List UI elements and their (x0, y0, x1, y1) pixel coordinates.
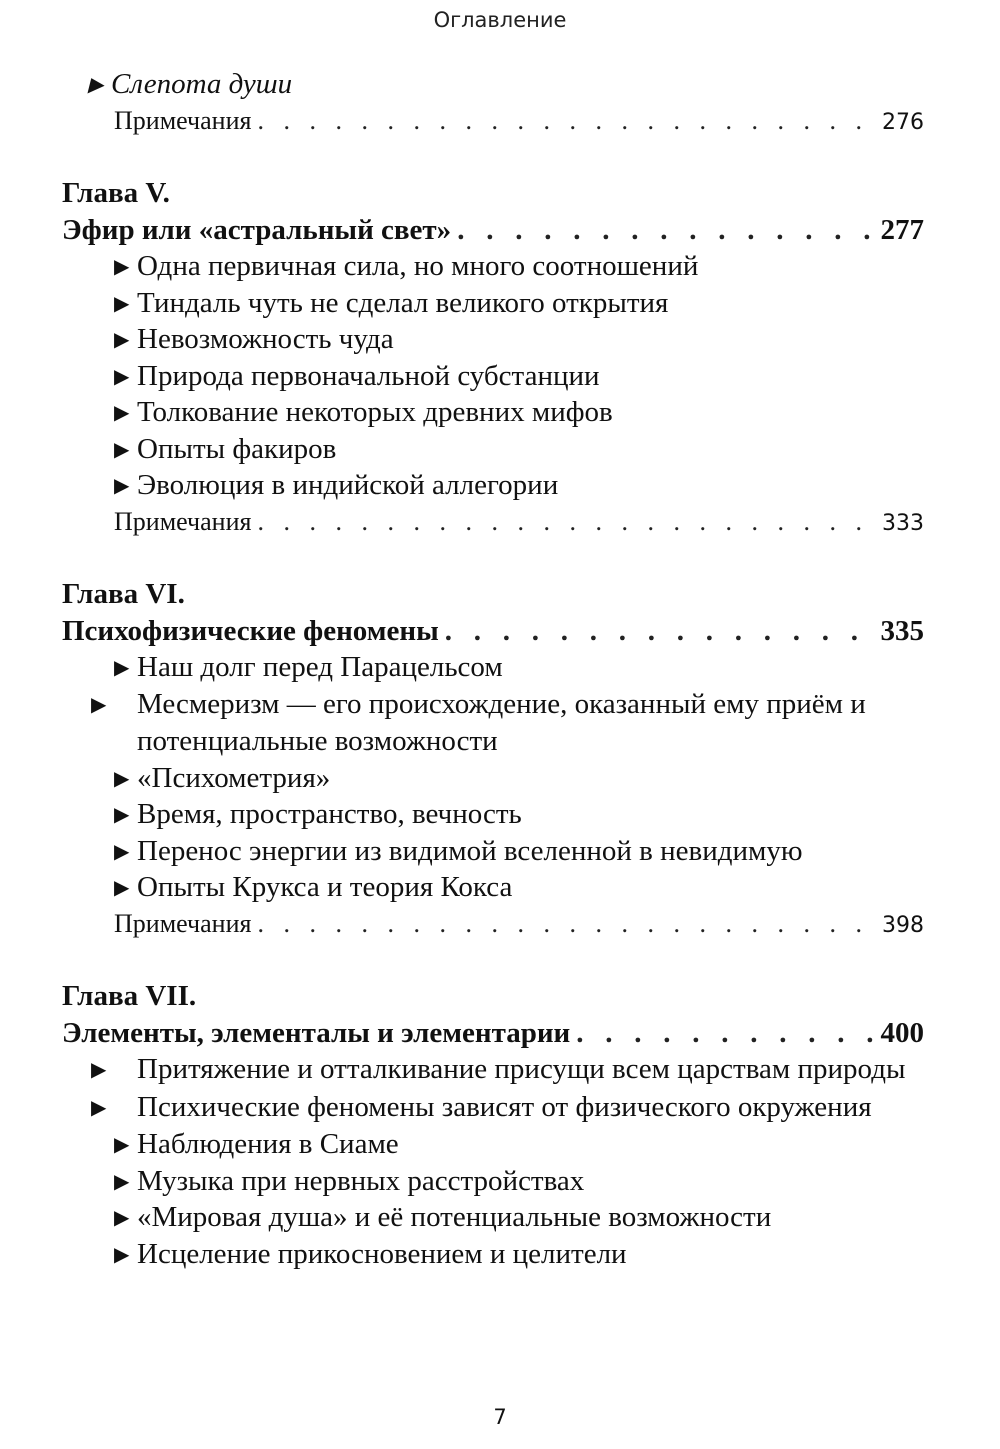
chapter-title-entry[interactable] (62, 1015, 924, 1052)
notes-entry[interactable] (62, 906, 924, 943)
triangle-bullet-icon: ▶ (114, 1170, 130, 1193)
toc-item[interactable] (62, 358, 924, 395)
triangle-bullet-icon: ▶ (114, 1243, 130, 1266)
toc-item[interactable] (62, 285, 924, 322)
toc-item-label: Наш долг перед Парацельсом (137, 651, 503, 683)
toc-item[interactable] (62, 869, 924, 906)
chapter-title-entry[interactable] (62, 613, 924, 650)
toc-item-label: Эволюция в индийской аллегории (137, 469, 559, 501)
toc-item-label: Психические феномены зависят от физического окружения (137, 1090, 872, 1123)
toc-item-label: Наблюдения в Сиаме (137, 1128, 399, 1160)
running-head: Оглавление (433, 8, 567, 32)
toc-item[interactable] (62, 1051, 924, 1089)
toc-item[interactable] (62, 248, 924, 285)
toc-item-label: Невозможность чуда (137, 323, 394, 355)
triangle-bullet-icon: ▶ (91, 1096, 107, 1119)
chapter-title-entry[interactable] (62, 212, 924, 249)
triangle-bullet-icon: ▶ (114, 438, 130, 461)
notes-entry[interactable] (62, 504, 924, 541)
notes-label: Примечания (114, 506, 252, 536)
triangle-bullet-icon: ▶ (88, 74, 104, 96)
notes-label: Примечания (114, 105, 252, 135)
triangle-bullet-icon: ▶ (114, 804, 130, 826)
toc-item-label: Слепота души (111, 68, 293, 100)
toc-item-label: Исцеление прикосновением и целители (137, 1237, 627, 1270)
toc-item[interactable] (62, 1126, 924, 1163)
chapter-title: Эфир или «астральный свет» (62, 213, 452, 246)
spacer (62, 942, 924, 978)
notes-page-number: 333 (882, 510, 924, 536)
triangle-bullet-icon: ▶ (114, 292, 130, 315)
toc-item[interactable] (62, 760, 924, 797)
toc-item[interactable] (62, 1163, 924, 1200)
chapter-page-number: 400 (880, 1016, 924, 1049)
notes-page-number: 276 (882, 109, 924, 135)
triangle-bullet-icon: ▶ (114, 1207, 130, 1229)
dot-leader (451, 212, 880, 249)
triangle-bullet-icon: ▶ (114, 365, 130, 388)
spacer (62, 540, 924, 576)
notes-page-number: 398 (882, 912, 924, 938)
dot-leader (439, 613, 881, 650)
dot-leader (251, 906, 882, 943)
toc-item-label: Перенос энергии из видимой вселенной в невидимую (137, 834, 803, 867)
toc-item[interactable] (62, 321, 924, 358)
triangle-bullet-icon: ▶ (114, 657, 130, 679)
triangle-bullet-icon: ▶ (114, 402, 130, 424)
table-of-contents (62, 66, 924, 1272)
notes-label: Примечания (114, 908, 252, 938)
toc-item-label: «Психометрия» (137, 761, 331, 794)
toc-item[interactable] (62, 467, 924, 504)
triangle-bullet-icon: ▶ (114, 840, 130, 863)
toc-item[interactable] (62, 796, 924, 833)
toc-item[interactable] (62, 66, 924, 103)
dot-leader (251, 103, 882, 140)
toc-item-label: Притяжение и отталкивание присущи всем царствам природы (137, 1053, 906, 1085)
triangle-bullet-icon: ▶ (114, 767, 130, 790)
toc-item[interactable] (62, 649, 924, 686)
toc-item-label: Толкование некоторых древних мифов (137, 396, 613, 428)
toc-item[interactable] (62, 1236, 924, 1273)
toc-item[interactable] (62, 431, 924, 468)
triangle-bullet-icon: ▶ (114, 1134, 130, 1156)
toc-item-label: Месмеризм — его происхождение, оказанный ему приём и потенциальные возможности (137, 687, 866, 757)
triangle-bullet-icon: ▶ (91, 693, 107, 716)
toc-item-label: Время, пространство, вечность (137, 798, 522, 830)
toc-item[interactable] (62, 1199, 924, 1236)
chapter-title: Элементы, элементалы и элементарии (62, 1016, 571, 1049)
toc-item-label: Опыты Крукса и теория Кокса (137, 871, 513, 903)
dot-leader (251, 504, 882, 541)
triangle-bullet-icon: ▶ (91, 1059, 107, 1081)
toc-item-label: Природа первоначальной субстанции (137, 359, 600, 392)
chapter-heading[interactable]: Глава VI. (62, 578, 185, 610)
toc-item[interactable] (62, 833, 924, 870)
chapter-page-number: 277 (880, 213, 924, 246)
triangle-bullet-icon: ▶ (114, 329, 130, 351)
triangle-bullet-icon: ▶ (114, 475, 130, 497)
triangle-bullet-icon: ▶ (114, 256, 130, 278)
toc-item[interactable] (62, 1089, 924, 1127)
toc-item-label: Одна первичная сила, но много соотношений (137, 250, 699, 282)
chapter-heading[interactable]: Глава VII. (62, 980, 197, 1012)
toc-item-label: Опыты факиров (137, 432, 337, 465)
toc-item[interactable] (62, 686, 924, 760)
toc-item-label: Тиндаль чуть не сделал великого открытия (137, 286, 669, 319)
chapter-heading[interactable]: Глава V. (62, 177, 170, 209)
chapter-title: Психофизические феномены (62, 614, 439, 647)
dot-leader (570, 1015, 880, 1052)
toc-item-label: Музыка при нервных расстройствах (137, 1164, 585, 1197)
toc-item-label: «Мировая душа» и её потенциальные возможности (137, 1201, 772, 1233)
toc-item[interactable] (62, 394, 924, 431)
chapter-page-number: 335 (880, 614, 924, 647)
notes-entry[interactable] (62, 103, 924, 140)
spacer (62, 139, 924, 175)
triangle-bullet-icon: ▶ (114, 877, 130, 899)
page-number: 7 (493, 1405, 507, 1429)
